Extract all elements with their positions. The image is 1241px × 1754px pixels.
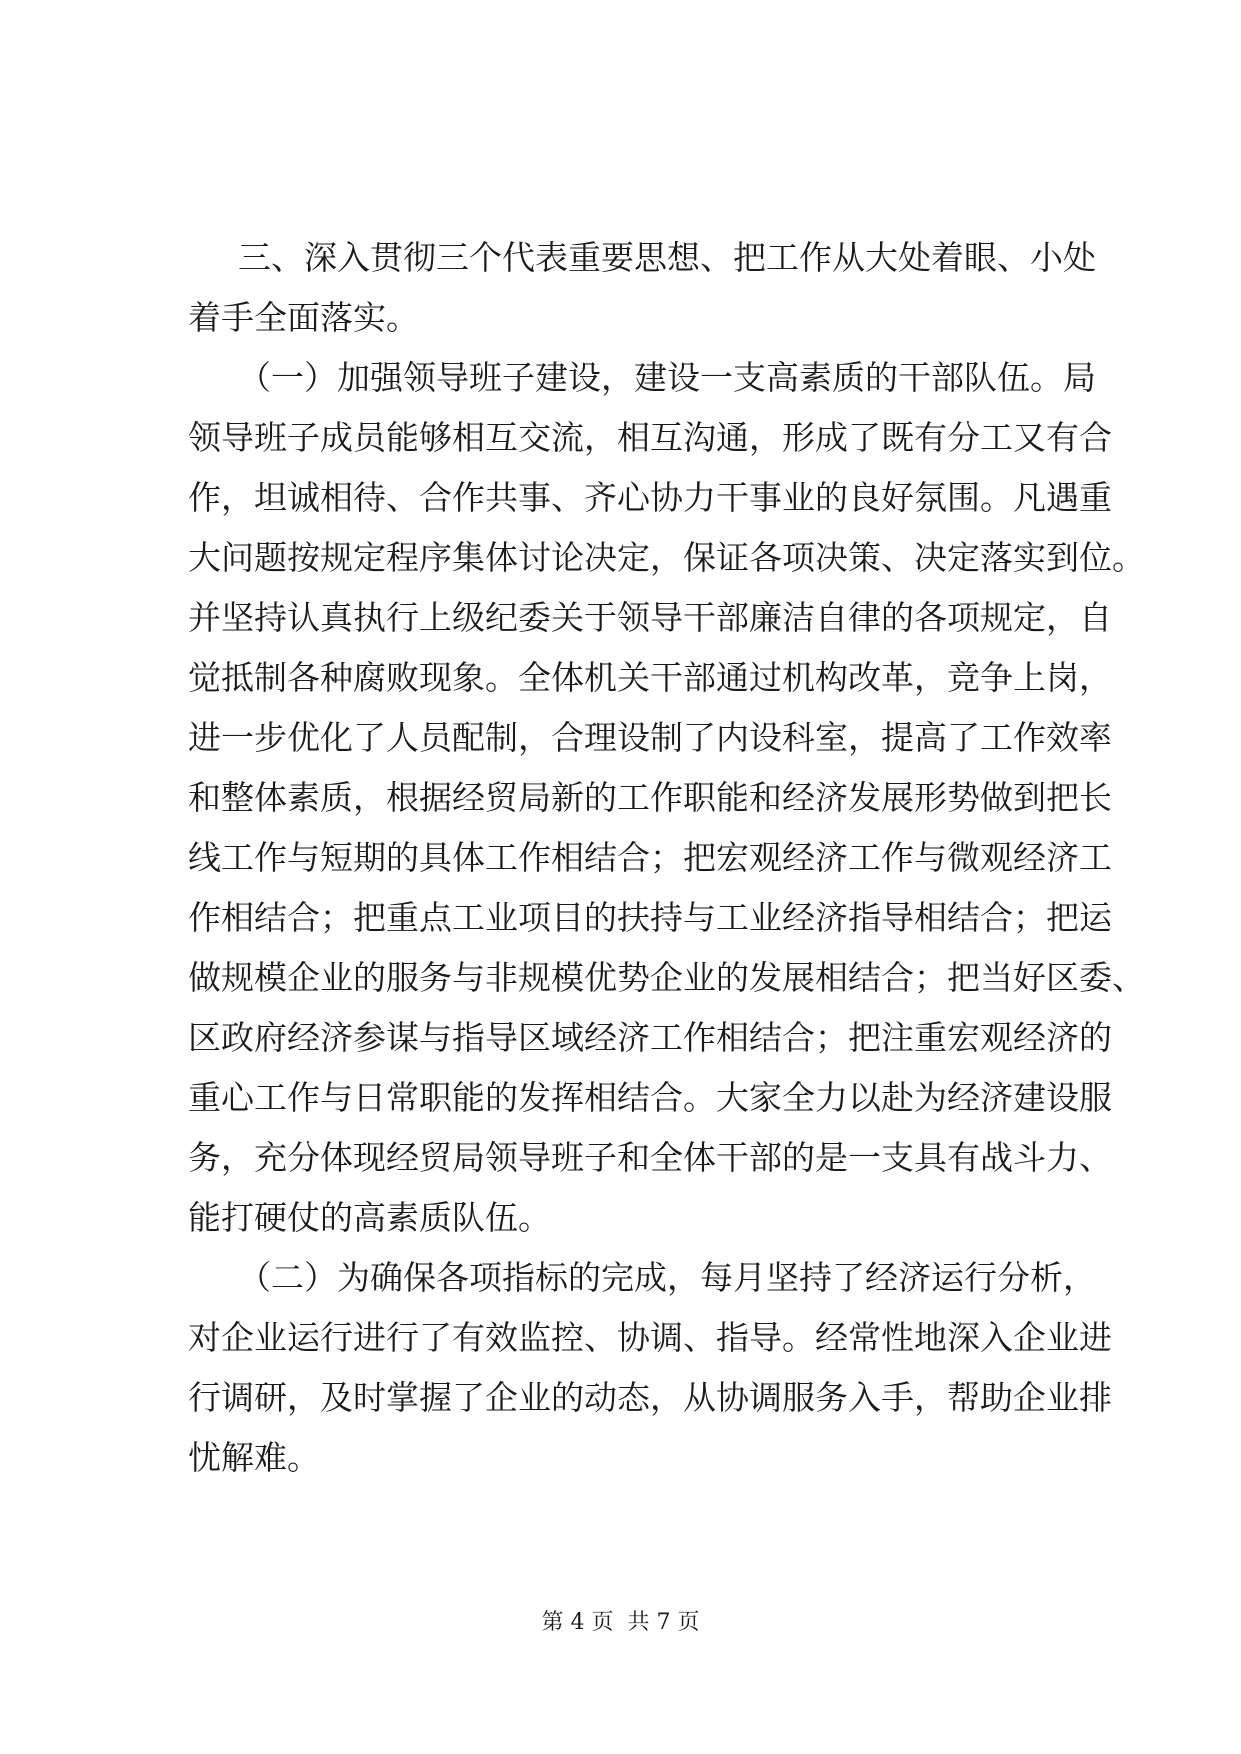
- text-line: 大问题按规定程序集体讨论决定，保证各项决策、决定落实到位。: [188, 538, 1145, 577]
- text-line: （一）加强领导班子建设，建设一支高素质的干部队伍。局: [238, 358, 1096, 397]
- text-line: 务，充分体现经贸局领导班子和全体干部的是一支具有战斗力、: [188, 1138, 1112, 1177]
- text-line: 着手全面落实。: [188, 298, 419, 337]
- text-line: 做规模企业的服务与非规模优势企业的发展相结合；把当好区委、: [188, 958, 1145, 997]
- text-line: 对企业运行进行了有效监控、协调、指导。经常性地深入企业进: [188, 1318, 1112, 1357]
- text-line: 进一步优化了人员配制，合理设制了内设科室，提高了工作效率: [188, 718, 1112, 757]
- text-line: 三、深入贯彻三个代表重要思想、把工作从大处着眼、小处: [238, 238, 1096, 277]
- text-line: 行调研，及时掌握了企业的动态，从协调服务入手，帮助企业排: [188, 1378, 1112, 1417]
- text-line: 作相结合；把重点工业项目的扶持与工业经济指导相结合；把运: [188, 898, 1112, 937]
- text-line: 觉抵制各种腐败现象。全体机关干部通过机构改革，竞争上岗，: [188, 658, 1112, 697]
- text-line: 作，坦诚相待、合作共事、齐心协力干事业的良好氛围。凡遇重: [188, 478, 1112, 517]
- text-line: 重心工作与日常职能的发挥相结合。大家全力以赴为经济建设服: [188, 1078, 1112, 1117]
- text-line: （二）为确保各项指标的完成，每月坚持了经济运行分析，: [238, 1258, 1096, 1297]
- text-line: 线工作与短期的具体工作相结合；把宏观经济工作与微观经济工: [188, 838, 1112, 877]
- text-line: 区政府经济参谋与指导区域经济工作相结合；把注重宏观经济的: [188, 1018, 1112, 1057]
- text-line: 并坚持认真执行上级纪委关于领导干部廉洁自律的各项规定，自: [188, 598, 1112, 637]
- text-line: 能打硬仗的高素质队伍。: [188, 1198, 551, 1237]
- page-total: 共 7 页: [627, 1610, 700, 1635]
- text-line: 忧解难。: [188, 1438, 320, 1477]
- page-footer: [0, 1608, 1241, 1638]
- text-line: 和整体素质，根据经贸局新的工作职能和经济发展形势做到把长: [188, 778, 1112, 817]
- text-line: 领导班子成员能够相互交流，相互沟通，形成了既有分工又有合: [188, 418, 1112, 457]
- document-body: [188, 228, 1145, 1488]
- page-number: 第 4 页: [541, 1610, 614, 1635]
